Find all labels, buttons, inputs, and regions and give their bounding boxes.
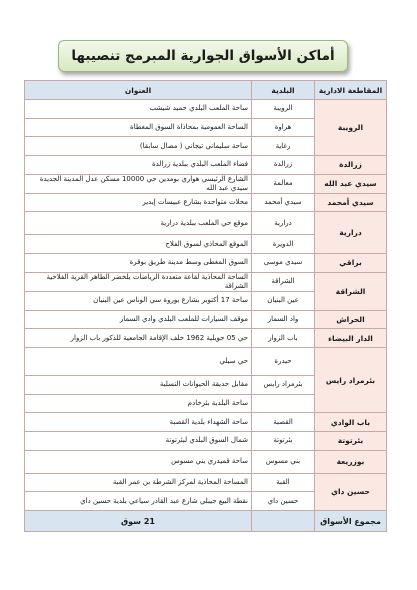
table-row <box>25 329 387 348</box>
municipality-cell: بئرمراد رايس <box>252 375 315 394</box>
municipality-cell: القبة <box>252 473 315 492</box>
district-cell: بوزريعة <box>315 450 387 473</box>
address-cell: الشارع الرئيسي هواري بومدين حي 10000 مسكن عدل المدينة الجديدة سيدي عبد الله <box>25 174 252 193</box>
municipality-cell: معالمة <box>252 174 315 193</box>
address-cell: شمال السوق البلدي لبئرتوتة <box>25 431 252 450</box>
municipality-cell <box>252 394 315 413</box>
municipality-cell: سيدي أمحمد <box>252 193 315 212</box>
table-row <box>25 272 387 291</box>
district-cell: سيدي عبد الله <box>315 174 387 193</box>
municipality-cell: سيدي موسى <box>252 254 315 273</box>
table-row <box>25 100 387 119</box>
district-cell: درارية <box>315 212 387 254</box>
address-cell: المساحة المحاذية لمركز الشرطة بن عمر القبة <box>25 473 252 492</box>
table-row <box>25 473 387 492</box>
address-cell: موقع حي الملعب ببلدية درارية <box>25 212 252 235</box>
total-row <box>25 511 387 532</box>
address-cell: ساحة البلدية بئرخادم <box>25 394 252 413</box>
page-title-box <box>58 40 348 72</box>
address-cell: فضاء الملعب البلدي ببلدية زرالدة <box>25 156 252 175</box>
markets-table <box>24 80 387 532</box>
table-row <box>25 347 387 375</box>
address-cell: نقطة البيع جيبلي شارع عبد القادر سياعي بلدية حسين داي <box>25 492 252 511</box>
district-cell: الشراقة <box>315 272 387 310</box>
municipality-cell: الرويبة <box>252 100 315 119</box>
table-row <box>25 450 387 473</box>
municipality-cell: حيدرة <box>252 347 315 375</box>
table-row <box>25 310 387 329</box>
address-cell: حي 05 جويلية 1962 خلف الإقامة الجامعية للذكور باب الزوار <box>25 329 252 348</box>
table-row <box>25 254 387 273</box>
header-municipality: البلدية <box>252 81 315 100</box>
municipality-cell: بني مسوس <box>252 450 315 473</box>
district-cell: سيدي أمحمد <box>315 193 387 212</box>
address-cell: الموقع المحاذي لسوق الفلاح <box>25 235 252 254</box>
municipality-cell: رغاية <box>252 137 315 156</box>
address-cell: ساحة قميدري بني مسوس <box>25 450 252 473</box>
table-header-row <box>25 81 387 100</box>
municipality-cell: الدويرة <box>252 235 315 254</box>
municipality-cell: درارية <box>252 212 315 235</box>
address-cell: محلات متواجدة بشارع عبيسات إيدير <box>25 193 252 212</box>
municipality-cell: الشراقة <box>252 272 315 291</box>
address-cell: ساحة الملعب البلدي حميد شيشب <box>25 100 252 119</box>
municipality-cell: باب الزوار <box>252 329 315 348</box>
address-cell: السوق المغطى وسط مدينة طريق بوقرة <box>25 254 252 273</box>
district-cell: الرويبة <box>315 100 387 156</box>
municipality-cell: هراوة <box>252 118 315 137</box>
district-cell: بئرمراد رايس <box>315 347 387 412</box>
municipality-cell: واد السمار <box>252 310 315 329</box>
district-cell: حسين داي <box>315 473 387 510</box>
address-cell: ساحة سليماني تيجاني ( مصال سابقا) <box>25 137 252 156</box>
address-cell: موقف السيارات للملعب البلدي وادي السمار <box>25 310 252 329</box>
address-cell: ساحة 17 أكتوبر بشارع بوروة سي الوناس عين البنيان <box>25 291 252 310</box>
page-title: أماكن الأسواق الجوارية المبرمج تنصيبها <box>71 48 335 64</box>
district-cell: براقي <box>315 254 387 273</box>
district-cell: الحراش <box>315 310 387 329</box>
municipality-cell: زرالدة <box>252 156 315 175</box>
district-cell: الدار البيضاء <box>315 329 387 348</box>
address-cell: حي سيلي <box>25 347 252 375</box>
municipality-cell: بئرتوتة <box>252 431 315 450</box>
municipality-cell: حسين داي <box>252 492 315 511</box>
table-row <box>25 431 387 450</box>
table-row <box>25 212 387 235</box>
address-cell: الساحة المحاذية لقاعة متعددة الرياضات بلخضر الطاهر القرية الفلاحية الشراقة <box>25 272 252 291</box>
district-cell: باب الوادي <box>315 413 387 432</box>
address-cell: الساحة العمومية بمحاذاة السوق المغطاة <box>25 118 252 137</box>
total-label: مجموع الأسواق <box>315 511 387 532</box>
table-body <box>25 100 387 511</box>
table-row <box>25 413 387 432</box>
table-row <box>25 193 387 212</box>
header-address: العنوان <box>25 81 252 100</box>
total-empty <box>252 511 315 532</box>
district-cell: زرالدة <box>315 156 387 175</box>
address-cell: مقابل حديقة الحيوانات التسلية <box>25 375 252 394</box>
municipality-cell: عين البنيان <box>252 291 315 310</box>
total-value: 21 سوق <box>25 511 252 532</box>
header-district: المقاطعة الادارية <box>315 81 387 100</box>
district-cell: بئرتوتة <box>315 431 387 450</box>
table-row <box>25 174 387 193</box>
address-cell: ساحة الشهداء بلدية القصبة <box>25 413 252 432</box>
table-row <box>25 156 387 175</box>
municipality-cell: القصبة <box>252 413 315 432</box>
